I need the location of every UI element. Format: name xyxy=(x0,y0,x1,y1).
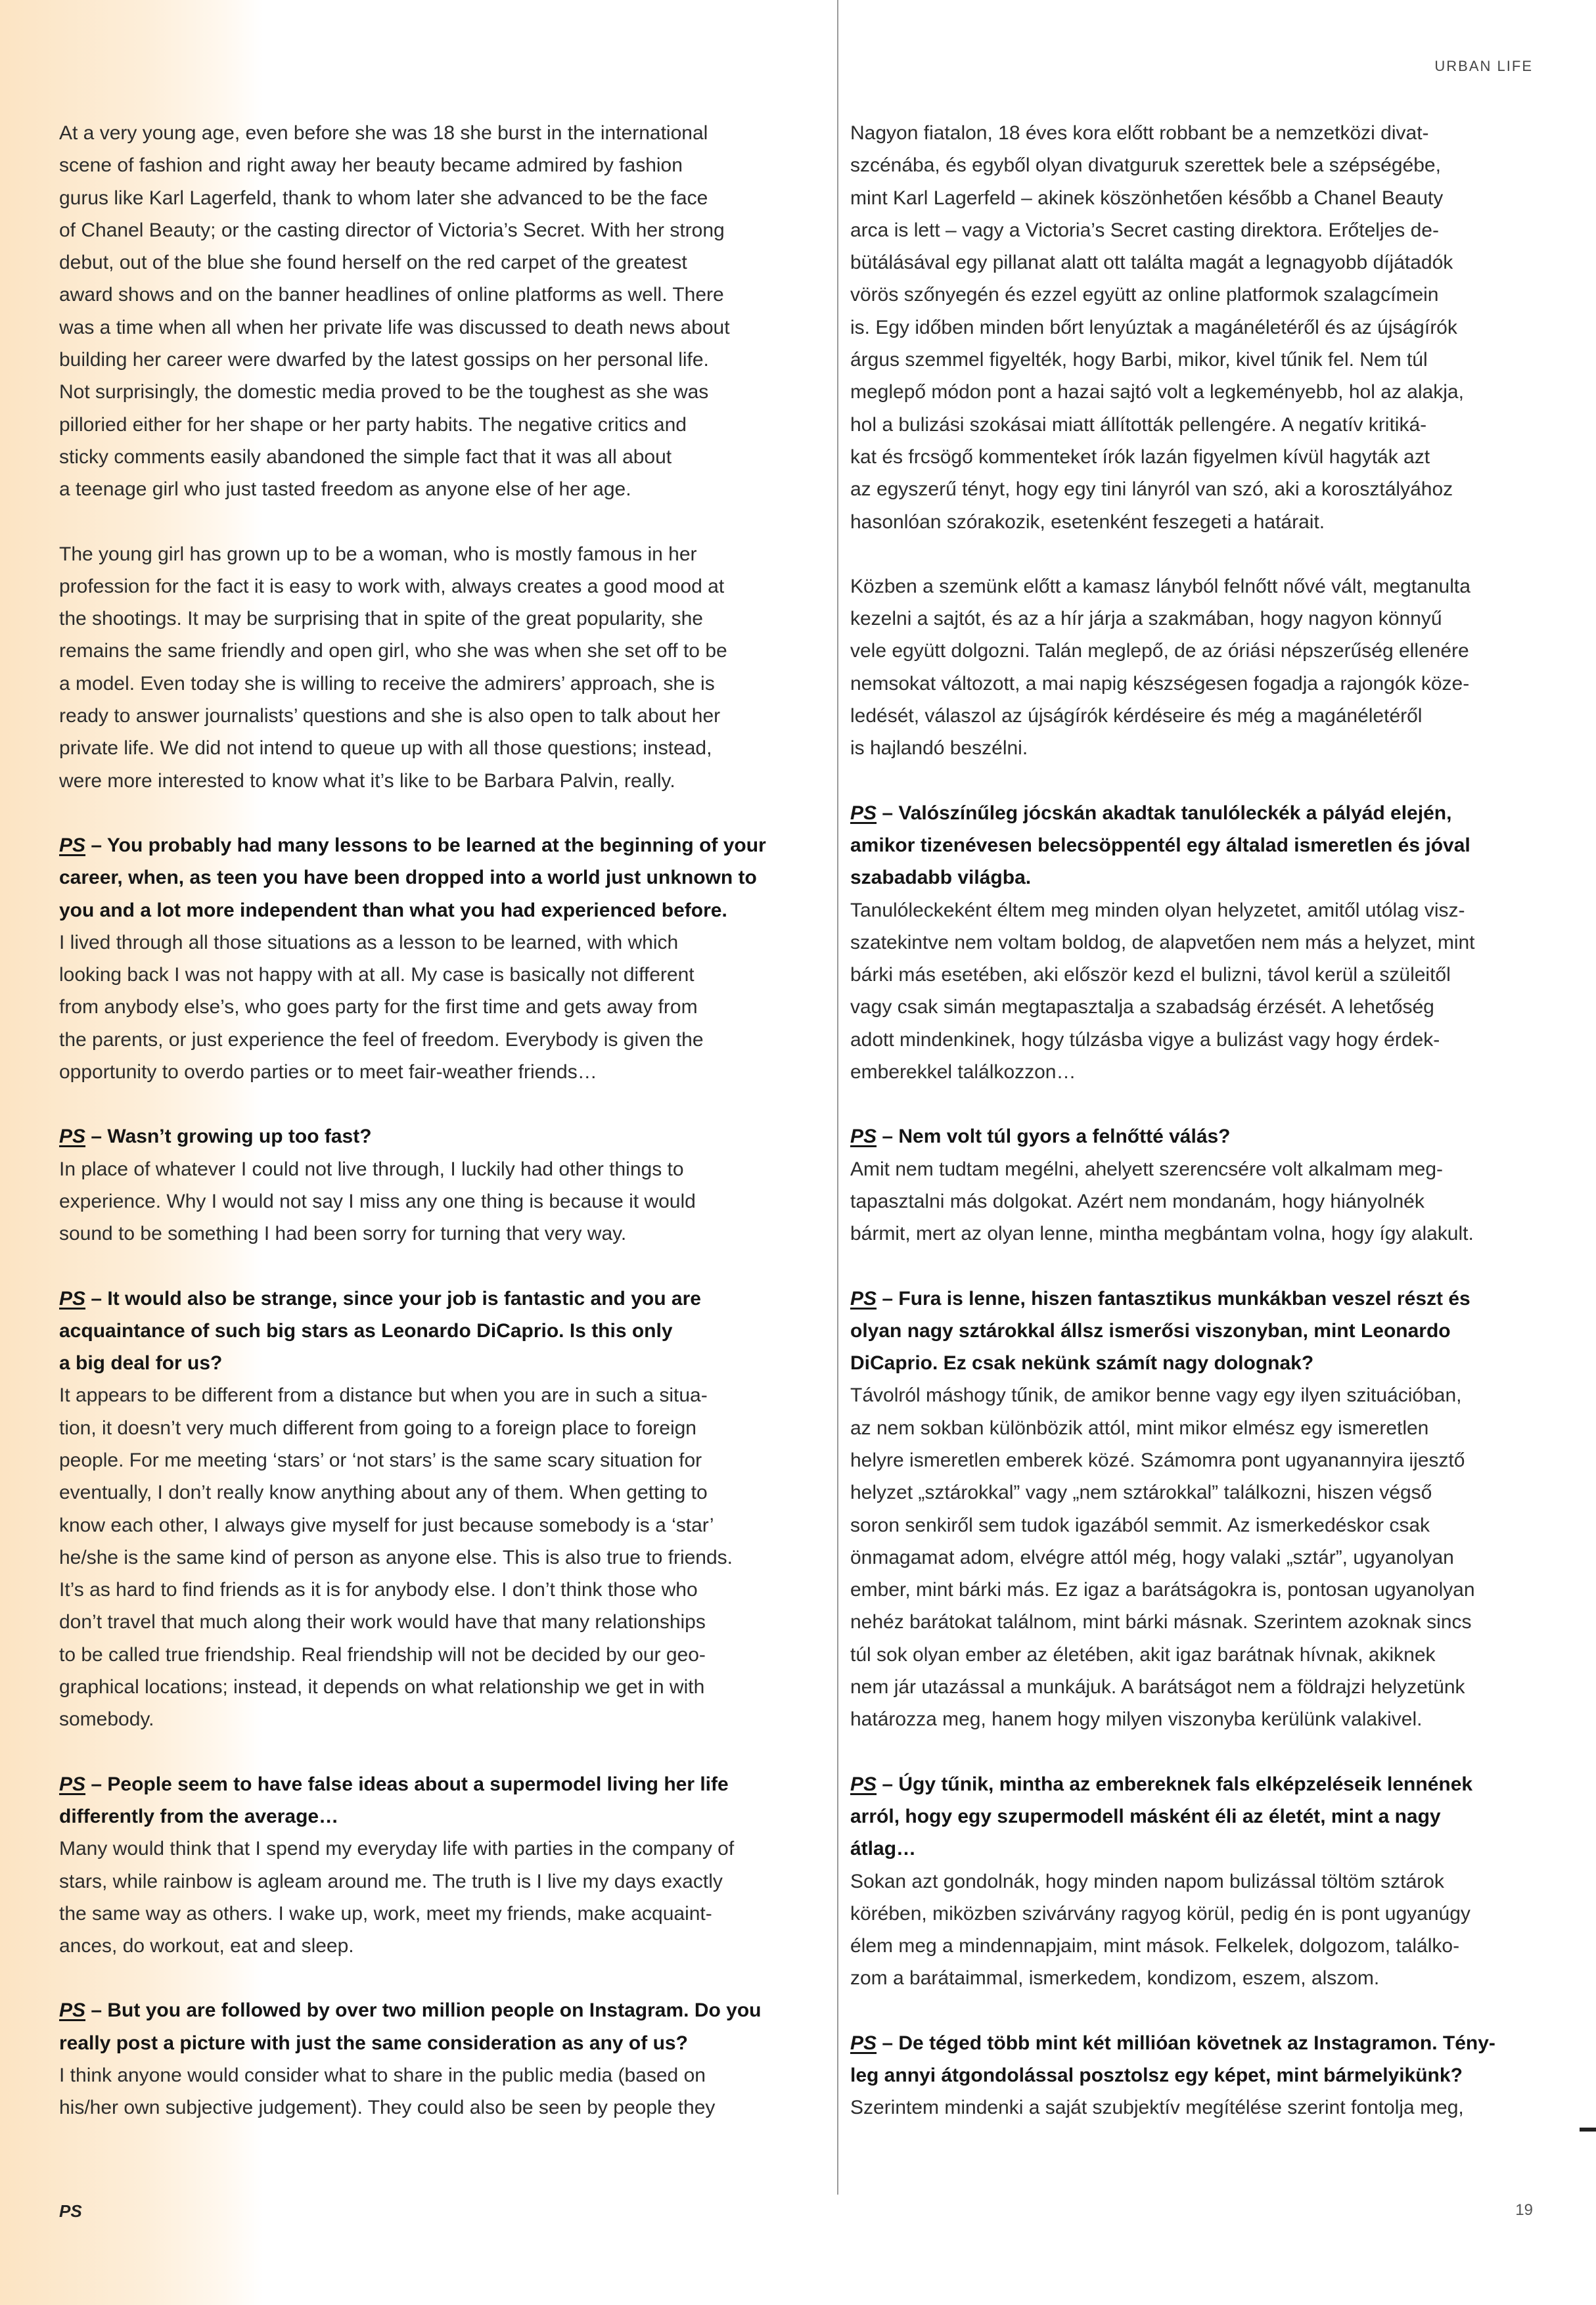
answer-5: I think anyone would consider what to share in the public media (based on his/her own subjective judgement). They could also be seen by people they xyxy=(59,2065,716,2119)
answer-1: I lived through all those situations as a lesson to be learned, with which looking back I was not happy with at all. My case is basically not different from anybody else’s, who goes party for the first time and gets away from the parents, or just experience the feel of freedom. Everybody is given the opportunity to overdo parties or to meet fair-weather friends… xyxy=(59,931,704,1084)
section-header: URBAN LIFE xyxy=(1434,58,1533,74)
intro-paragraph-2: Közben a szemünk előtt a kamasz lányból felnőtt nővé vált, megtanulta kezelni a sajtót, és az a hír járja a szakmában, hogy nagyon könnyű vele együtt dolgozni. Talán meglepő, de az óriási népszerűség ellenére nemsokat változott, a mai napig készségesen fogadja a rajongók köze- ledését, válaszol az újságírók kérdéseire és még a magánéletéről is hajlandó beszélni. xyxy=(850,575,1471,760)
answer-3: Távolról máshogy tűnik, de amikor benne vagy egy ilyen szituációban, az nem sokban különbözik attól, mint mikor elmész egy ismeretlen helyre ismeretlen emberek közé. Számomra pont ugyanannyira ijesztő helyzet „sztárokkal” vagy „nem sztárokkal” találkozni, hiszen végső soron senkiről sem tudok igazából semmit. Az ismerkedéskor csak önmagamat adom, elvégre attól még, hogy valaki „sztár”, ugyanolyan ember, mint bárki más. Ez igaz a barátságokra is, pontosan ugyanolyan nehéz barátokat találnom, mint bárki másnak. Szerintem azoknak sincs túl sok olyan ember az életében, akit igaz barátnak hívnak, akiknek nem jár utazással a munkájuk. A barátságot nem a földrajzi helyzetünk határozza meg, hanem hogy milyen viszonyba kerülünk valakivel. xyxy=(850,1384,1475,1731)
question-3 xyxy=(59,1283,805,1380)
magazine-logo: PS xyxy=(59,2201,82,2221)
question-2 xyxy=(59,1120,805,1152)
answer-4: Many would think that I spend my everyday life with parties in the company of stars, while rainbow is agleam around me. The truth is I live my days exactly the same way as others. I wake up, work, meet my friends, make acquaint- ances, do workout, eat and sleep. xyxy=(59,1838,735,1957)
question-5 xyxy=(59,1994,805,2059)
answer-2: In place of whatever I could not live through, I luckily had other things to experience. Why I would not say I miss any one thing is because it would sound to be something I had been sorry for turning that very way. xyxy=(59,1158,696,1245)
continuation-mark xyxy=(1580,2128,1596,2132)
ps-label: PS xyxy=(59,1287,86,1310)
question-text: – People seem to have false ideas about a supermodel living her life differently from the average… xyxy=(59,1773,729,1827)
ps-label: PS xyxy=(850,2032,877,2054)
ps-label: PS xyxy=(850,802,877,824)
question-text: – You probably had many lessons to be learned at the beginning of your career, when, as teen you have been dropped into a world just unknown to you and a lot more independent than what you had experienced before. xyxy=(59,834,766,921)
question-text: – Fura is lenne, hiszen fantasztikus munkákban veszel részt és olyan nagy sztárokkal állsz ismerősi viszonyban, mint Leonardo DiCaprio. Ez csak nekünk számít nagy dolognak? xyxy=(850,1287,1471,1375)
question-4 xyxy=(850,1768,1573,1865)
hungarian-column xyxy=(850,117,1573,2124)
intro-paragraph-1: At a very young age, even before she was 18 she burst in the international scene of fashion and right away her beauty became admired by fashion gurus like Karl Lagerfeld, thank to whom later she advanced to be the face of Chanel Beauty; or the casting director of Victoria’s Secret. With her strong debut, out of the blue she found herself on the red carpet of the greatest award shows and on the banner headlines of online platforms as well. There was a time when all when her private life was discussed to death news about building her career were dwarfed by the latest gossips on her personal life. Not surprisingly, the domestic media proved to be the toughest as she was pilloried either for her shape or her party habits. The negative critics and sticky comments easily abandoned the simple fact that it was all about a teenage girl who just tasted freedom as anyone else of her age. xyxy=(59,122,730,501)
answer-3: It appears to be different from a distance but when you are in such a situa- tion, it doesn’t very much different from going to a foreign place to foreign people. For me meeting ‘stars’ or ‘not stars’ is the same scary situation for eventually, I don’t really know anything about any of them. When getting to know each other, I always give myself for just because somebody is a ‘star’ he/she is the same kind of person as anyone else. This is also true to friends. It’s as hard to find friends as it is for anybody else. I don’t think those who don’t travel that much along their work would have that many relationships to be called true friendship. Real friendship will not be decided by our geo- graphical locations; instead, it depends on what relationship we get in with somebody. xyxy=(59,1384,733,1731)
question-4 xyxy=(59,1768,805,1833)
question-text: – But you are followed by over two million people on Instagram. Do you really post a picture with just the same consideration as any of us? xyxy=(59,1999,762,2054)
answer-1: Tanulóleckeként éltem meg minden olyan helyzetet, amitől utólag visz- szatekintve nem voltam boldog, de alapvetően nem más a helyzet, mint bárki más esetében, aki először kezd el bulizni, távol kerül a szüleitől vagy csak simán megtapasztalja a szabadság érzését. A lehetőség adott mindenkinek, hogy túlzásba vigye a bulizást vagy hogy érdek- emberekkel találkozzon… xyxy=(850,899,1475,1084)
english-column xyxy=(59,117,805,2124)
answer-2: Amit nem tudtam megélni, ahelyett szerencsére volt alkalmam meg- tapasztalni más dolgokat. Azért nem mondanám, hogy hiányolnék bármit, mert az olyan lenne, mintha megbántam volna, hogy így alakult. xyxy=(850,1158,1474,1245)
question-1 xyxy=(59,829,805,926)
ps-label: PS xyxy=(59,834,86,856)
ps-label: PS xyxy=(850,1773,877,1795)
ps-label: PS xyxy=(59,1999,86,2022)
intro-paragraph-2: The young girl has grown up to be a woman, who is mostly famous in her profession for the fact it is easy to work with, always creates a good mood at the shootings. It may be surprising that in spite of the great popularity, she remains the same friendly and open girl, who she was when she set off to be a model. Even today she is willing to receive the admirers’ approach, she is ready to answer journalists’ questions and she is also open to talk about her private life. We did not intend to queue up with all those questions; instead, were more interested to know what it’s like to be Barbara Palvin, really. xyxy=(59,543,727,792)
column-divider xyxy=(837,0,838,2195)
question-2 xyxy=(850,1120,1573,1152)
question-text: – Wasn’t growing up too fast? xyxy=(85,1126,372,1148)
question-text: – Nem volt túl gyors a felnőtté válás? xyxy=(877,1126,1231,1148)
question-text: – De téged több mint két millióan követnek az Instagramon. Tény- leg annyi átgondolással posztolsz egy képet, mint bármelyikünk? xyxy=(850,2032,1495,2087)
ps-label: PS xyxy=(59,1126,86,1148)
question-text: – It would also be strange, since your job is fantastic and you are acquaintance of such big stars as Leonardo DiCaprio. Is this only a big deal for us? xyxy=(59,1287,701,1375)
intro-paragraph-1: Nagyon fiatalon, 18 éves kora előtt robbant be a nemzetközi divat- szcénába, és egyből olyan divatguruk szerettek bele a szépségébe, mint Karl Lagerfeld – akinek köszönhetően később a Chanel Beauty arca is lett – vagy a Victoria’s Secret casting direktora. Erőteljes de- bütálásával egy pillanat alatt ott találta magát a legnagyobb díjátadók vörös szőnyegén és ezzel együtt az online platformok szalagcímein is. Egy időben minden bőrt lenyúztak a magánéletéről és az újságírók árgus szemmel figyelték, hogy Barbi, mikor, kivel tűnik fel. Nem túl meglepő módon pont a hazai sajtó volt a legkeményebb, hol az alakja, hol a bulizási szokásai miatt állították pellengére. A negatív kritiká- kat és frcsögő kommenteket írók lazán figyelmen kívül hagyták azt az egyszerű tényt, hogy egy tini lányról van szó, aki a korosztályához hasonlóan szórakozik, esetenként feszegeti a határait. xyxy=(850,122,1464,533)
answer-5: Szerintem mindenki a saját szubjektív megítélése szerint fontolja meg, xyxy=(850,2097,1464,2119)
question-3 xyxy=(850,1283,1573,1380)
ps-label: PS xyxy=(850,1126,877,1148)
question-text: – Valószínűleg jócskán akadtak tanulóleckék a pályád elején, amikor tizenévesen belecsöppentél egy általad ismeretlen és jóval szabadabb világba. xyxy=(850,802,1471,889)
ps-label: PS xyxy=(850,1287,877,1310)
question-1 xyxy=(850,797,1573,894)
question-5 xyxy=(850,2027,1573,2092)
question-text: – Úgy tűnik, mintha az embereknek fals elképzeléseik lennének arról, hogy egy szupermodell másként éli az életét, mint a nagy átlag… xyxy=(850,1773,1473,1860)
answer-4: Sokan azt gondolnák, hogy minden napom bulizással töltöm sztárok körében, miközben szivárvány ragyog körül, pedig én is pont ugyanúgy élem meg a mindennapjaim, mint mások. Felkelek, dolgozom, találko- zom a barátaimmal, ismerkedem, kondizom, eszem, alszom. xyxy=(850,1870,1471,1990)
page-number: 19 xyxy=(1515,2201,1533,2219)
ps-label: PS xyxy=(59,1773,86,1795)
